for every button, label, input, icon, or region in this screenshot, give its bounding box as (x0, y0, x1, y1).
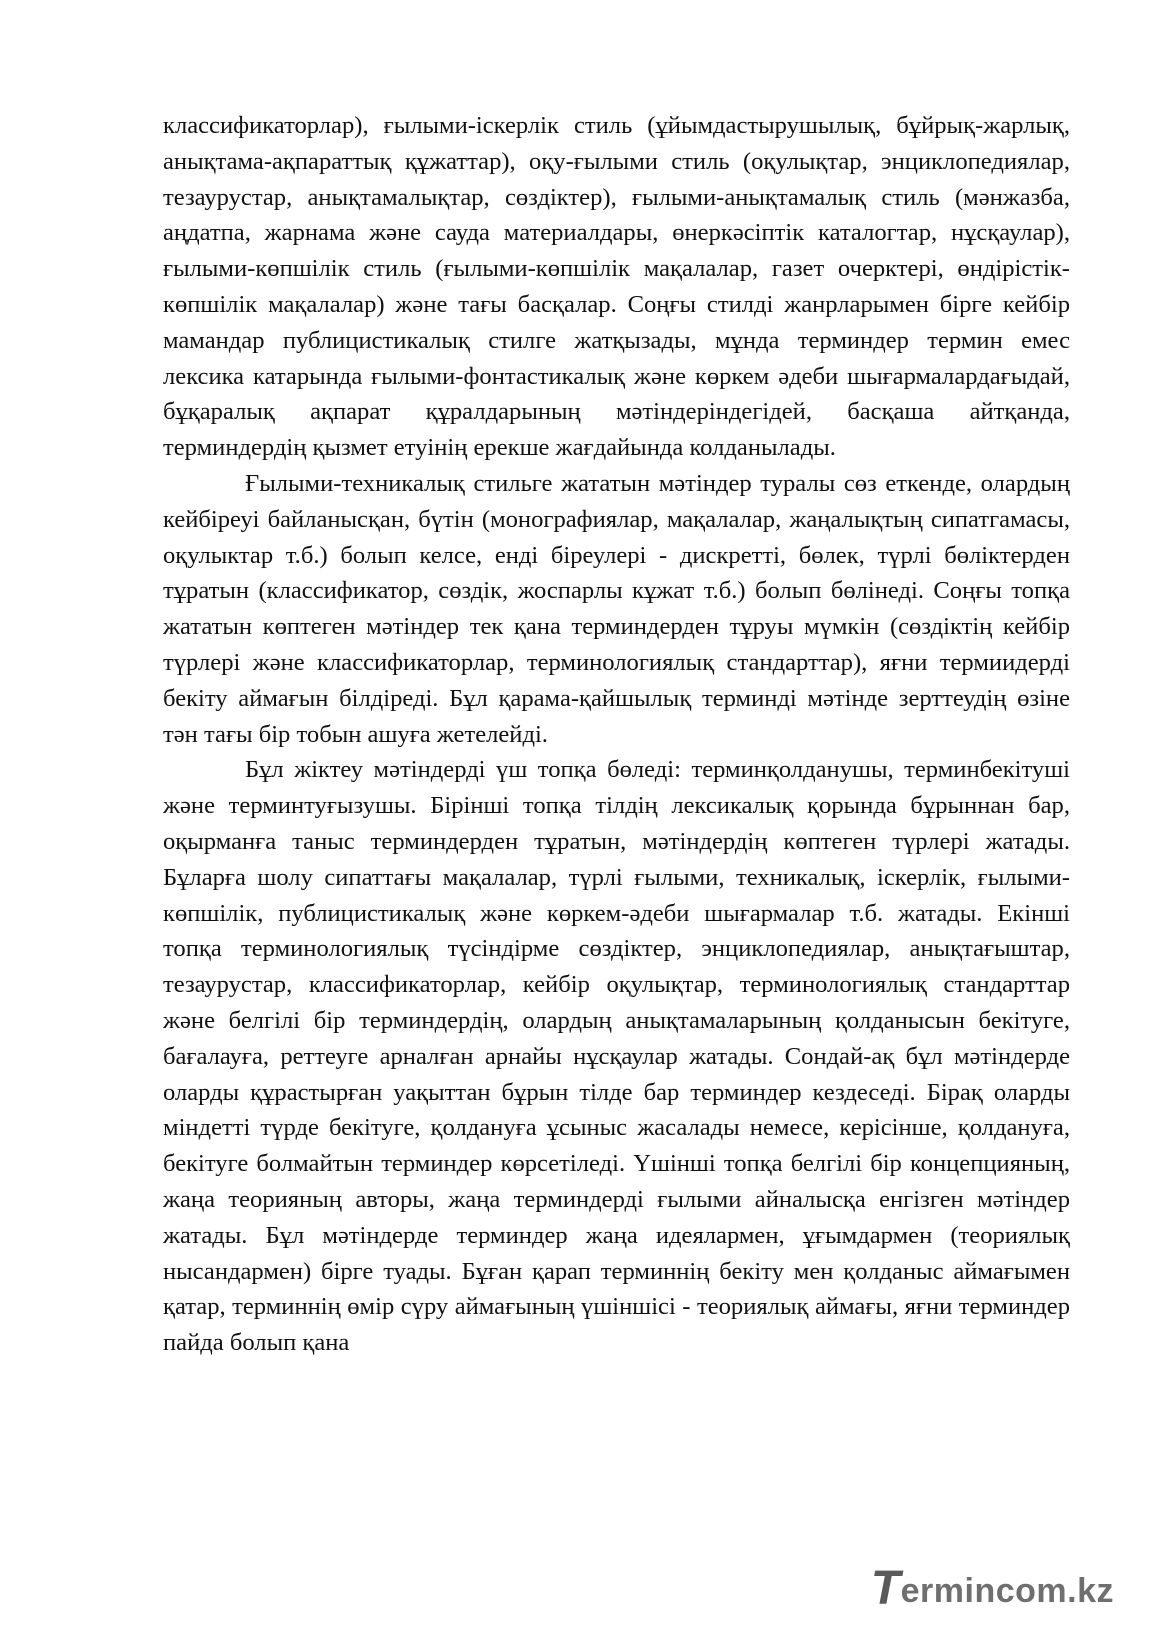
watermark-first-letter: T (870, 1562, 901, 1615)
paragraph-3: Бұл жіктеу мәтіндерді үш топқа бөледі: терминқолданушы, терминбекітуші және терминтуғызушы. Бірінші топқа тілдің лексикалық қорында бұрыннан бар, оқырманға таныс терминдерден тұратын, мәтіндердің көптеген түрлері жатады. Бұларға шолу сипаттағы мақалалар, түрлі ғылыми, техникалық, іскерлік, ғылыми-көпшілік, публицистикалық және көркем-әдеби шығармалар т.б. жатады. Екінші топқа терминологиялық түсіндірме сөздіктер, энциклопедиялар, анықтағыштар, тезаурустар, классификаторлар, кейбір оқулықтар, терминологиялық стандарттар және белгілі бір терминдердің, олардың анықтамаларының қолданысын бекітуге, бағалауға, реттеуге арналған арнайы нұсқаулар жатады. Сондай-ақ бұл мәтіндерде оларды құрастырған уақыттан бұрын тілде бар терминдер кездеседі. Бірақ оларды міндетті түрде бекітуге, қолдануға ұсыныс жасалады немесе, керісінше, қолдануға, бекітуге болмайтын терминдер көрсетіледі. Үшінші топқа белгілі бір концепцияның, жаңа теорияның авторы, жаңа терминдерді ғылыми айналысқа енгізген мәтіндер жатады. Бұл мәтіндерде терминдер жаңа идеялармен, ұғымдармен (теориялық нысандармен) бірге туады. Бұған қарап терминнің бекіту мен қолданыс аймағымен қатар, терминнің өмір сүру аймағының үшіншісі - теориялық аймағы, яғни терминдер пайда болып қана (163, 756, 1070, 1357)
paragraph-2: Ғылыми-техникалық стильге жататын мәтіндер туралы сөз еткенде, олардың кейбіреуі байланысқан, бүтін (монографиялар, мақалалар, жаңалықтың сипатгамасы, оқулыктар т.б.) болып келсе, енді біреулері - дискретті, бөлек, түрлі бөліктерден тұратын (классификатор, сөздік, жоспарлы кұжат т.б.) болып бөлінеді. Соңғы топқа жататын көптеген мәтіндер тек қана терминдерден тұруы мүмкін (сөздіктің кейбір түрлері және классификаторлар, терминологиялық стандарттар), яғни термиидерді бекіту аймағын білдіреді. Бұл қарама-қайшылық терминді мәтінде зерттеудің өзіне тән тағы бір тобын ашуға жетелейді. (163, 469, 1070, 748)
termincom-watermark-logo (870, 1562, 1114, 1615)
document-body (163, 108, 1070, 1361)
watermark-text: ermincom.kz (900, 1572, 1114, 1610)
paragraph-1: классификаторлар), ғылыми-іскерлік стиль (ұйымдастырушылық, бұйрық-жарлық, анықтама-ақпараттық құжаттар), оқу-ғылыми стиль (оқулықтар, энциклопедиялар, тезаурустар, анықтамалықтар, сөздіктер), ғылыми-анықтамалық стиль (мәнжазба, аңдатпа, жарнама және сауда материалдары, өнеркәсіптік каталогтар, нұсқаулар), ғылыми-көпшілік стиль (ғылыми-көпшілік мақалалар, газет очерктері, өндірістік- көпшілік мақалалар) және тағы басқалар. Соңғы стилді жанрларымен бірге кейбір мамандар публицистикалық стилге жатқызады, мұнда терминдер термин емес лексика катарында ғылыми-фонтастикалық және көркем әдеби шығармалардағыдай, бұқаралық ақпарат құралдарының мәтіндеріндегідей, басқаша айтқанда, терминдердің қызмет етуінің ерекше жағдайында колданылады. (163, 112, 1070, 462)
